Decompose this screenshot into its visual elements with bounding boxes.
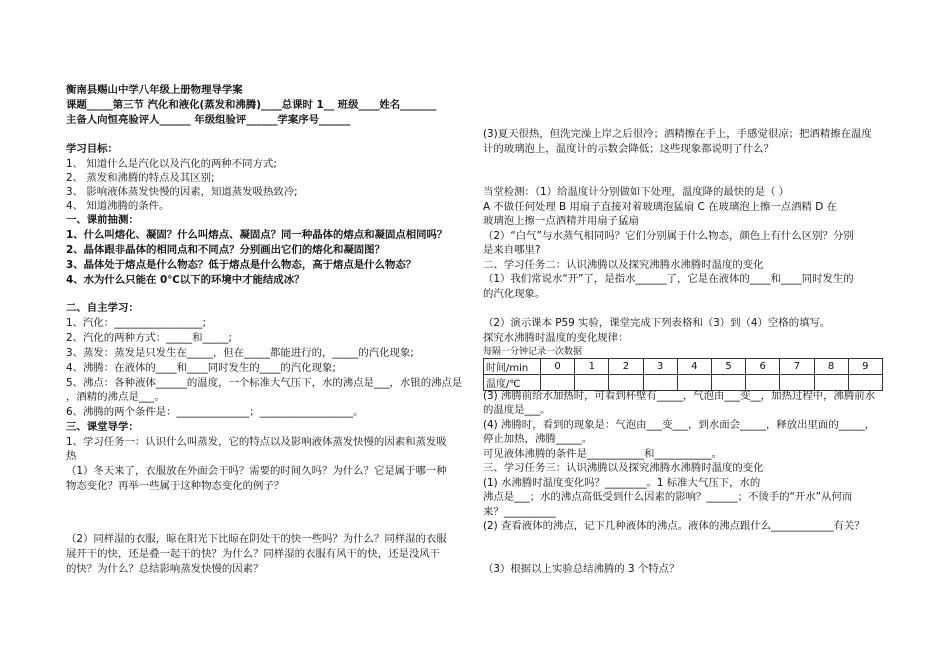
- task-2-title: 二、学习任务二：认识沸腾以及探究沸腾水沸腾时温度的变化: [483, 259, 764, 271]
- s1-item: 1、什么叫熔化、凝固？什么叫熔点、凝固点？同一种晶体的熔点和凝固点相同吗？: [66, 229, 448, 241]
- s3-line: （1）冬天来了，衣服放在外面会干吗？需要的时间久吗？为什么？它是属于哪一种: [66, 465, 447, 477]
- s1-item: 2、晶体跟非晶体的相同点和不同点？分别画出它们的熔化和凝固图？: [66, 244, 385, 256]
- after-table-line: (1) 水沸腾时温度变化吗？________。1 标准大气压下，水的: [483, 477, 761, 489]
- s2-item: 4、沸腾：在液体的____和____同时发生的____的汽化现象;: [66, 362, 336, 374]
- q3-line: (3)夏天很热，但洗完澡上岸之后很冷；酒精擦在手上，手感觉很凉；把酒精擦在温度: [483, 128, 872, 140]
- s2-item: 5、沸点：各种液体______的温度，一个标准大气压下，水的沸点是___，水银的沸点是: [66, 377, 463, 389]
- s1-item: 3、晶体处于熔点是什么物态？低于熔点是什么物态，高于熔点是什么物态？: [66, 259, 417, 271]
- q2-line: （2）同样湿的衣服，晾在阳光下比晾在阴处干的快一些吗？为什么？同样湿的衣服: [66, 533, 447, 545]
- task-3-title: 三、学习任务三：认识沸腾以及探究沸腾水沸腾时温度的变化: [483, 462, 764, 474]
- check-line: （2）“白气”与水蒸气相同吗？它们分别属于什么物态，颜色上有什么区别？分别: [483, 230, 854, 242]
- s2-item: ，酒精的沸点是___。: [66, 391, 165, 403]
- table-header-cell: 2: [609, 359, 643, 375]
- goals-title: 学习目标：: [66, 143, 118, 155]
- after-table-line: 停止加热，沸腾_____。: [483, 433, 593, 445]
- header-line-2: 主备人向恒亮验评人______ 年级组验评______学案序号______: [66, 114, 351, 126]
- demo-line: （2）演示课本 P59 实验，课堂完成下列表格和（3）到（4）空格的填写。: [483, 317, 831, 329]
- header-line-1: 课题_____第三节 汽化和液化(蒸发和沸腾)____总课时 1__ 班级____姓名_______: [66, 99, 437, 111]
- table-caption: 每隔一分钟记录一次数据: [483, 347, 583, 357]
- goal-item: 4、 知道沸腾的条件。: [66, 200, 170, 212]
- goal-item: 2、 蒸发和沸腾的特点及其区别;: [66, 172, 215, 184]
- table-header-cell: 3: [643, 359, 677, 375]
- goal-item: 1、 知道什么是汽化以及汽化的两种不同方式;: [66, 158, 277, 170]
- q2-line: 的快？为什么？总结影响蒸发快慢的因素？: [66, 563, 264, 575]
- s1-item: 4、水为什么只能在 0℃以下的环境中才能结成冰？: [66, 274, 305, 286]
- check-line: 当堂检测：（1）给温度计分别做如下处理，温度降的最快的是（ ）: [483, 186, 790, 198]
- table-row-label: 温度/℃: [484, 375, 541, 391]
- after-table-line: 沸点是___；水的沸点高低受到什么因素的影响？______；不烫手的“开水”从何而: [483, 491, 853, 503]
- section-3-title: 三、课堂导学：: [66, 421, 139, 433]
- check-line: 玻璃泡上擦一点酒精并用扇子猛扇: [483, 215, 639, 227]
- after-table-line: (2) 查看液体的沸点，记下几种液体的沸点。液体的沸点跟什么____________有关？: [483, 520, 865, 532]
- check-line: 的汽化现象。: [483, 288, 546, 300]
- section-1-title: 一、课前抽测：: [66, 214, 139, 226]
- demo-line: 探究水沸腾时温度的变化规律：: [483, 332, 629, 344]
- after-table-line: (4) 沸腾时，看到的现象是：气泡由___变___，到水面会_____，释放出里面的_____，: [483, 419, 876, 431]
- final-question: （3）根据以上实验总结沸腾的 3 个特点？: [483, 563, 680, 575]
- after-table-line: 来？__________: [483, 506, 556, 518]
- after-table-line: 可见液体沸腾的条件是___________和___________。: [483, 448, 722, 460]
- table-header-cell: 时间/min: [484, 359, 541, 375]
- table-header-cell: 4: [677, 359, 711, 375]
- s3-line: 物态变化？再举一些属于这种物态变化的例子？: [66, 480, 285, 492]
- after-table-line: 的温度是___。: [483, 404, 551, 416]
- s2-item: 1、汽化：_________________;: [66, 317, 206, 329]
- data-table: [483, 358, 883, 391]
- s2-item: 2、汽化的两种方式：_____和_____;: [66, 332, 232, 344]
- q2-line: 展开干的快，还是叠一起干的快？为什么？同样湿的衣服有风干的快，还是没风干: [66, 548, 441, 560]
- check-line: （1）我们常说水“开”了，是指水______了，它是在液体的____和____同时发生的: [483, 273, 854, 285]
- table-header-cell: 8: [814, 359, 848, 375]
- table-header-cell: 0: [541, 359, 575, 375]
- s2-item: 6、沸腾的两个条件是：______________；__________________。: [66, 406, 364, 418]
- table-header-row: [484, 359, 883, 375]
- doc-title: 衡南县赐山中学八年级上册物理导学案: [66, 84, 243, 96]
- table-header-cell: 9: [848, 359, 882, 375]
- s3-line: 1、学习任务一：认识什么叫蒸发，它的特点以及影响液体蒸发快慢的因素和蒸发吸: [66, 436, 447, 448]
- s2-item: 3、蒸发：蒸发是只发生在_____，但在_____都能进行的，_____的汽化现象;: [66, 347, 414, 359]
- s3-line: 热: [66, 450, 77, 462]
- table-header-cell: 1: [575, 359, 609, 375]
- section-2-title: 二、自主学习：: [66, 302, 139, 314]
- after-table-line: (3) 沸腾前给水加热时，可看到杯壁有_____，气泡由___变__，加热过程中，沸腾前水: [483, 390, 876, 402]
- table-header-cell: 5: [711, 359, 745, 375]
- table-header-cell: 7: [780, 359, 814, 375]
- q3-line: 计的玻璃泡上，温度计的示数会降低；这些现象都说明了什么？: [483, 143, 774, 155]
- check-line: A 不做任何处理 B 用扇子直接对着玻璃泡猛扇 C 在玻璃泡上擦一点酒精 D 在: [483, 201, 837, 213]
- table-header-cell: 6: [746, 359, 780, 375]
- check-line: 是来自哪里?: [483, 244, 541, 256]
- goal-item: 3、 影响液体蒸发快慢的因素，知道蒸发吸热致冷;: [66, 186, 298, 198]
